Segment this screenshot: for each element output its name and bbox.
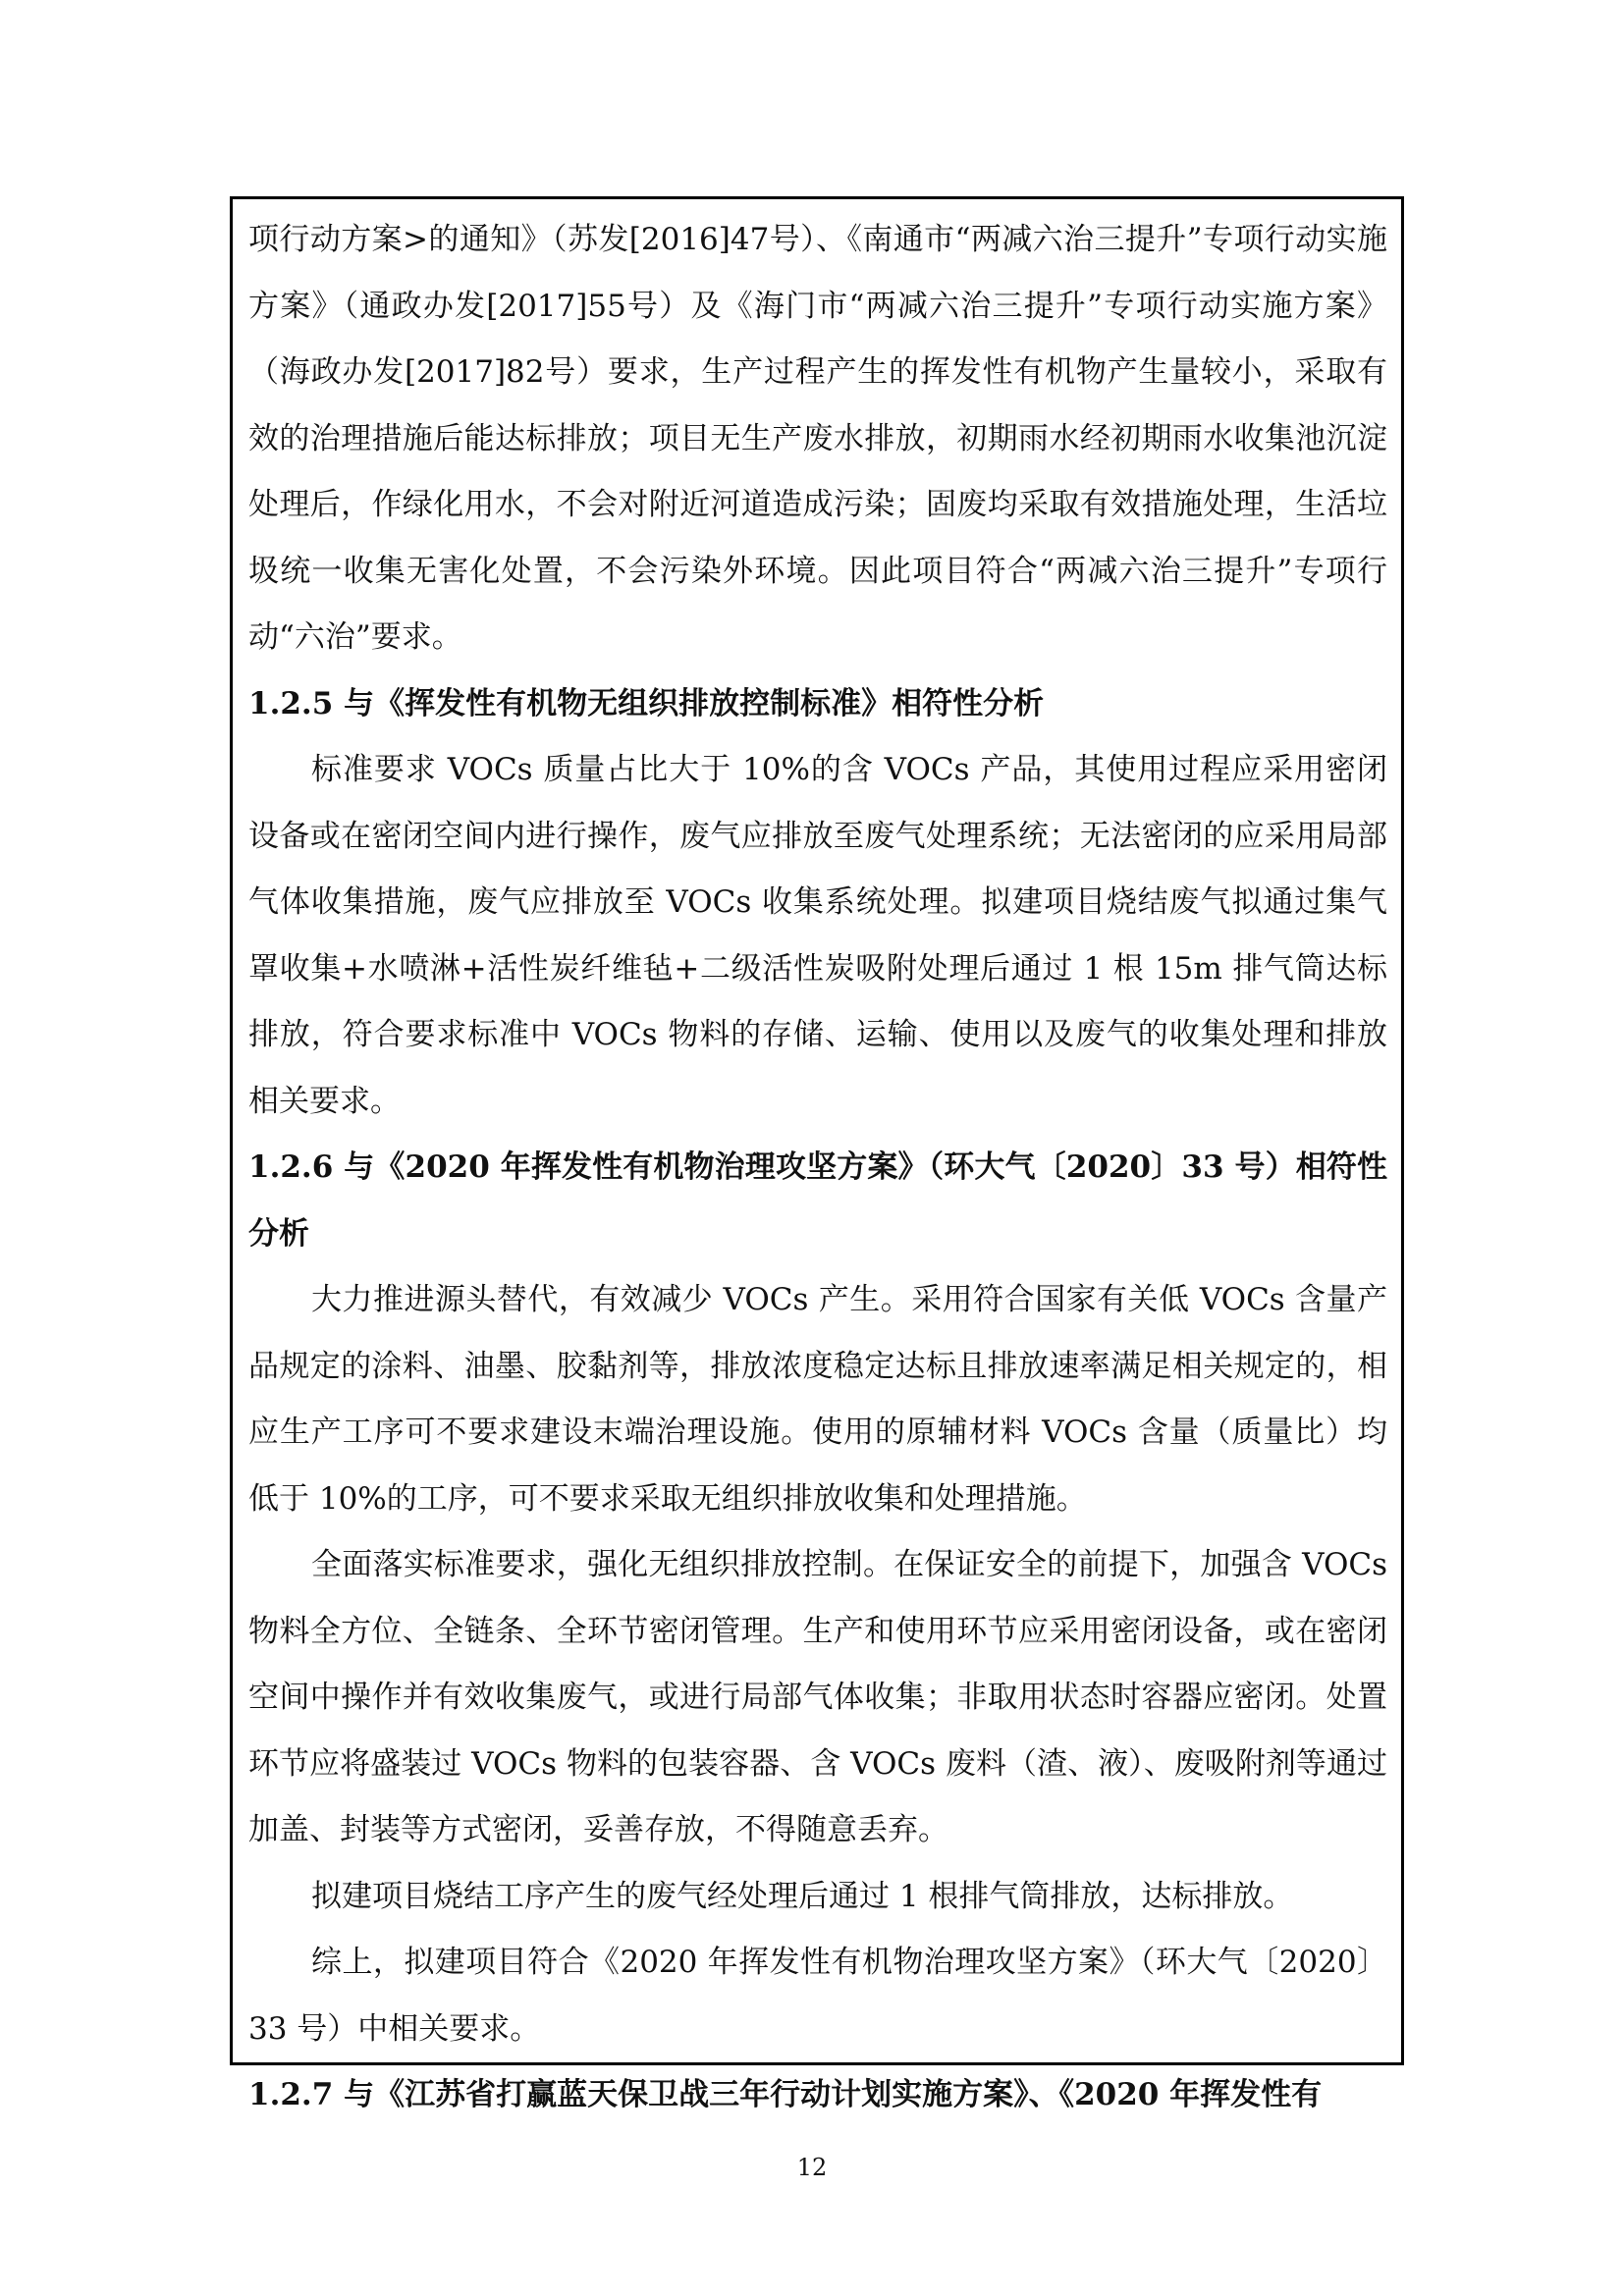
- section-heading-1-2-7: 1.2.7 与《江苏省打赢蓝天保卫战三年行动计划实施方案》、《2020 年挥发性有: [248, 2077, 1323, 2112]
- section-heading-1-2-5: 1.2.5 与《挥发性有机物无组织排放控制标准》相符性分析: [248, 685, 1045, 721]
- paragraph-continued: 项行动方案>的通知》（苏发[2016]47号）、《南通市“两减六治三提升”专项行动实施方案》（通政办发[2017]55号）及《海门市“两减六治三提升”专项行动实施方案》（海政办发[2017]82号）要求，生产过程产生的挥发性有机物产生量较小，采取有效的治理措施后能达标排放；项目无生产废水排放，初期雨水经初期雨水收集池沉淀处理后，作绿化用水，不会对附近河道造成污染；固废均采取有效措施处理，生活垃圾统一收集无害化处置，不会污染外环境。因此项目符合“两减六治三提升”专项行动“六治”要求。: [248, 222, 1387, 655]
- paragraph-vocs-standard: 标准要求 VOCs 质量占比大于 10%的含 VOCs 产品，其使用过程应采用密闭设备或在密闭空间内进行操作，废气应排放至废气处理系统；无法密闭的应采用局部气体收集措施，废气应排放至 VOCs 收集系统处理。拟建项目烧结废气拟通过集气罩收集+水喷淋+活性炭纤维毡+二级活性炭吸附处理后通过 1 根 15m 排气筒达标排放，符合要求标准中 VOCs 物料的存储、运输、使用以及废气的收集处理和排放相关要求。: [248, 752, 1387, 1119]
- section-heading-1-2-6: 1.2.6 与《2020 年挥发性有机物治理攻坚方案》（环大气〔2020〕33 号）相符性分析: [248, 1149, 1387, 1252]
- paragraph-standard-requirements: 全面落实标准要求，强化无组织排放控制。在保证安全的前提下，加强含 VOCs 物料全方位、全链条、全环节密闭管理。生产和使用环节应采用密闭设备，或在密闭空间中操作并有效收集废气，或进行局部气体收集；非取用状态时容器应密闭。处置环节应将盛装过 VOCs 物料的包装容器、含 VOCs 废料（渣、液）、废吸附剂等通过加盖、封装等方式密闭，妥善存放，不得随意丢弃。: [248, 1547, 1387, 1847]
- content-frame: [230, 196, 1404, 2112]
- paragraph-sintering-exhaust: 拟建项目烧结工序产生的废气经处理后通过 1 根排气筒排放，达标排放。: [311, 1878, 1294, 1914]
- paragraph-conclusion: 综上，拟建项目符合《2020 年挥发性有机物治理攻坚方案》（环大气〔2020〕33 号）中相关要求。: [248, 1945, 1387, 2047]
- paragraph-source-substitution: 大力推进源头替代，有效减少 VOCs 产生。采用符合国家有关低 VOCs 含量产品规定的涂料、油墨、胶黏剂等，排放浓度稳定达标且排放速率满足相关规定的，相应生产工序可不要求建设末端治理设施。使用的原辅材料 VOCs 含量（质量比）均低于 10%的工序，可不要求采取无组织排放收集和处理措施。: [248, 1282, 1387, 1517]
- page-number: 12: [796, 2154, 828, 2181]
